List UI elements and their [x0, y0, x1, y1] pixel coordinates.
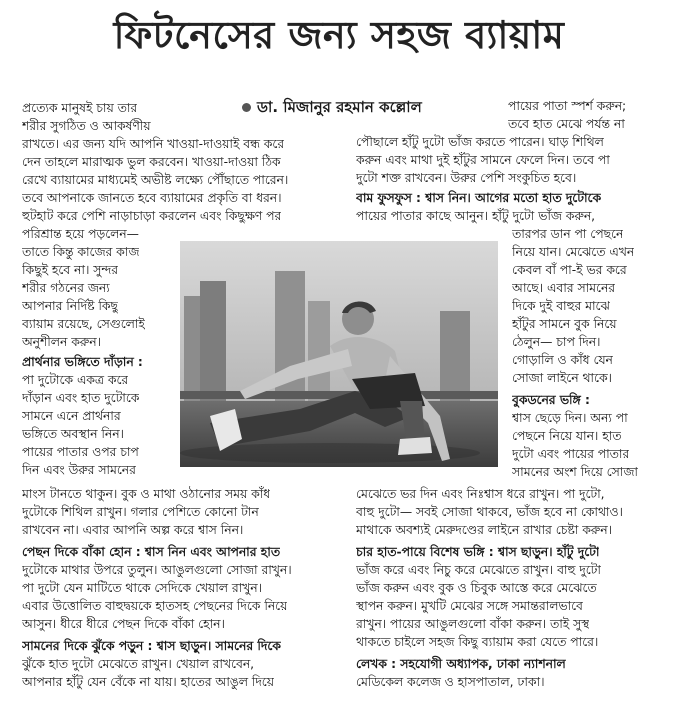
text-line: দুটোকে শিথিল রাখুন। গলার পেশিতে কোনো টান [22, 505, 259, 519]
text-line: কিছুই হবে না। সুন্দর [22, 263, 118, 277]
text-line: আসুন। ধীরে ধীরে পেছন দিকে বাঁকা হোন। [22, 617, 225, 631]
text-line: শ্বাস ছেড়ে দিন। অন্য পা [512, 411, 628, 425]
text-line: দুটো শক্ত রাখবেন। উরুর পেশি সংকুচিত হবে। [356, 171, 577, 185]
text-line: শরীর গঠনের জন্য [22, 281, 110, 295]
text-line: পায়ের পাতা স্পর্শ করুন; [508, 99, 627, 113]
text-line: রাখতে। এর জন্য যদি আপনি খাওয়া-দাওয়াই বন্ধ করে [22, 137, 285, 151]
text-line: করুন এবং মাথা দুই হাঁটুর সামনে ফেলে দিন। তবে পা [356, 153, 610, 167]
text-line: পায়ের পাতার কাছে আনুন। হাঁটু দুটো ভাঁজ করুন, [356, 209, 596, 223]
text-line: ভঙ্গিতে অবস্থান নিন। [22, 427, 124, 441]
photo-illustration [180, 241, 498, 467]
text-line: থাকতে চাইলে সহজ কিছু ব্যায়াম করা যেতে পারে। [356, 635, 599, 649]
text-line: পৌছালে হাঁটু দুটো ভাঁজ করতে পারেন। ঘাড় শিথিল [356, 135, 604, 149]
section-heading: পেছন দিকে বাঁকা হোন : শ্বাস নিন এবং আপনার হাত [22, 545, 281, 559]
text-line: ভাঁজ করে এবং নিচু করে মেঝেতে রাখুন। বাহু দুটো [356, 563, 601, 577]
text-line: তবে হাত মেঝে পর্যন্ত না [508, 117, 625, 131]
author-credit: লেখক : সহযোগী অধ্যাপক, ঢাকা ন্যাশনাল [356, 657, 566, 671]
text-line: এবার উত্তোলিত বাহুদ্বয়কে হাতসহ পেছনের দিকে নিয়ে [22, 599, 288, 613]
text-line: সামনে এনে প্রার্থনার [22, 409, 121, 423]
text-line: তাতে কিন্তু কাজের কাজ [22, 245, 140, 259]
bullet-icon [242, 103, 251, 112]
text-line: মাংস টানতে থাকুন। বুক ও মাথা ওঠানোর সময় কাঁধ [22, 487, 271, 501]
text-line: হাঁটুর সামনে বুক নিয়ে [512, 317, 617, 331]
text-line: গোড়ালি ও কাঁধ যেন [512, 353, 613, 367]
text-line: মেঝেতে ভর দিন এবং নিঃশ্বাস ধরে রাখুন। পা দুটো, [356, 487, 605, 501]
text-line: দিন এবং উরুর সামনের [22, 463, 136, 477]
section-heading: সামনের দিকে ঝুঁকে পড়ুন : শ্বাস ছাড়ুন। সামনের দিকে [22, 639, 281, 653]
text-line: আছে। এবার সামনের [512, 281, 616, 295]
text-line: আপনার নির্দিষ্ট কিছু [22, 299, 118, 313]
text-line: পরিশ্রান্ত হয়ে পড়লেন— [22, 227, 139, 241]
headline: ফিটনেসের জন্য সহজ ব্যায়াম [113, 13, 565, 57]
text-line: সামনের অংশ দিয়ে সোজা [512, 465, 638, 479]
text-line: রাখুন। পায়ের আঙুলগুলো বাঁকা করুন। তাই সুস্থ [356, 617, 590, 631]
author-name: ডা. মিজানুর রহমান কল্লোল [257, 98, 422, 116]
text-line: মাথাকে অবশ্যই মেরুদণ্ডের লাইনে রাখার চেষ্টা করুন। [356, 523, 612, 537]
text-line: নিয়ে যান। মেঝেতে এখন [512, 245, 635, 259]
text-line: দুটোকে মাথার উপরে তুলুন। আঙুলগুলো সোজা রাখুন। [22, 563, 292, 577]
author-credit: মেডিকেল কলেজ ও হাসপাতাল, ঢাকা। [356, 675, 545, 689]
text-line: সোজা লাইনে থাকে। [512, 371, 612, 385]
text-line: ব্যায়াম রয়েছে, সেগুলোই [22, 317, 145, 331]
section-heading: প্রার্থনার ভঙ্গিতে দাঁড়ান : [22, 355, 143, 369]
text-line: পেছনে নিয়ে যান। হাত [512, 429, 622, 443]
text-line: ঝুঁকে হাত দুটো মেঝেতে রাখুন। খেয়াল রাখবেন, [22, 657, 255, 671]
text-line: ঠেলুন— চাপ দিন। [512, 335, 601, 349]
byline [242, 96, 422, 121]
text-line: প্রত্যেক মানুষই চায় তার [22, 101, 138, 115]
text-line: বাহু দুটো— সবই সোজা থাকবে, ভাঁজ হবে না কোথাও। [356, 505, 623, 519]
text-line: পা দুটোকে একত্র করে [22, 373, 129, 387]
text-line: অনুশীলন করুন। [22, 335, 101, 349]
section-heading: বাম ফুসফুস : শ্বাস নিন। আগের মতো হাত দুটোকে [356, 191, 602, 205]
text-line: স্থাপন করুন। মুখটি মেঝের সঙ্গে সমান্তরালভাবে [356, 599, 583, 613]
text-line: দুটো এবং পায়ের পাতার [512, 447, 630, 461]
text-line: রাখবেন না। এবার আপনি অল্প করে শ্বাস নিন। [22, 523, 244, 537]
text-line: রেখে ব্যায়ামের মাধ্যমেই অভীষ্ট লক্ষ্যে পৌঁছাতে পারেন। [22, 173, 289, 187]
section-heading: চার হাত-পায়ে বিশেষ ভঙ্গি : শ্বাস ছাড়ুন। হাঁটু দুটো [356, 545, 600, 559]
text-line: হুটহাট করে পেশি নাড়াচাড়া করলেন এবং কিছুক্ষণ পর [22, 209, 282, 223]
text-line: পায়ের পাতার ওপর চাপ [22, 445, 139, 459]
text-line: পা দুটো যেন মাটিতে থাকে সেদিকে খেয়াল রাখুন। [22, 581, 263, 595]
section-heading: বুকডনের ভঙ্গি : [512, 393, 590, 407]
text-line: তবে আপনাকে জানতে হবে ব্যায়ামের প্রকৃতি বা ধরন। [22, 191, 282, 205]
text-line: আপনার হাঁটু যেন বেঁকে না যায়। হাতের আঙুল দিয়ে [22, 675, 274, 689]
text-line: দেন তাহলে মারাত্মক ভুল করবেন। খাওয়া-দাওয়া ঠিক [22, 155, 281, 169]
text-line: দিকে দুই বাহুর মাঝে [512, 299, 610, 313]
text-line: শরীর সুগঠিত ও আকর্ষণীয় [22, 119, 151, 133]
photo-man-stretching [180, 241, 498, 467]
text-line: তারপর ডান পা পেছনে [512, 227, 624, 241]
text-line: দাঁড়ান এবং হাত দুটোকে [22, 391, 140, 405]
text-line: কেবল বাঁ পা-ই ভর করে [512, 263, 627, 277]
text-line: ভাঁজ করুন এবং বুক ও চিবুক আস্তে করে মেঝেতে [356, 581, 597, 595]
